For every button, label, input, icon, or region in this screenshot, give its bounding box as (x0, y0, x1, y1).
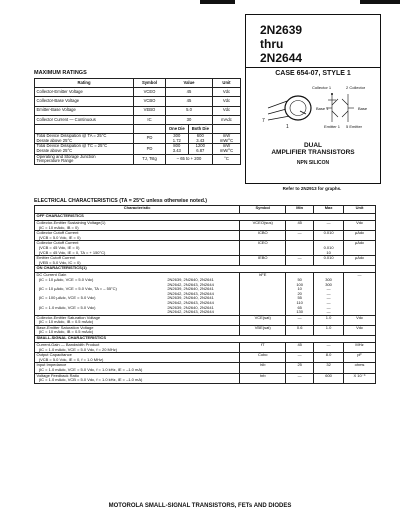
case-title: CASE 654-07, STYLE 1 (275, 70, 351, 77)
col-header-value: Value (166, 79, 213, 88)
col-header-rating: Rating (35, 79, 134, 88)
page-footer: MOTOROLA SMALL-SIGNAL TRANSISTORS, FETs AND DIODES (108, 503, 292, 509)
pin-label-collector-1: Collector 1 (312, 85, 332, 90)
pin-label-collector-2: 2 Collector (346, 85, 366, 90)
table-row (35, 266, 376, 273)
table-row: Input Impedance (IC = 1.0 mAdc, VCE = 5.0 Vdc, f = 1.0 kHz, IE = –1.0 mA) hib 25 32 ohms (35, 363, 376, 373)
table-row: Voltage Feedback Ratio (IC = 1.0 mAdc, VCB = 5.0 Vdc, f = 1.0 kHz, IE = –1.0 mA) hrb — 600 X 10⁻⁶ (35, 373, 376, 383)
table-row: Total Device Dissipation @ TC = 25°C Derate above 25°C PD 800 3.43 1200 6.87 mW mW/°C (35, 144, 241, 154)
electrical-characteristics-title: ELECTRICAL CHARACTERISTICS (TA = 25°C unless otherwise noted.) (34, 198, 208, 204)
part-number-end: 2N2644 (260, 51, 303, 65)
part-number-box (245, 14, 381, 68)
case-box (245, 66, 381, 184)
electrical-characteristics-table (34, 205, 376, 384)
pin-label-emitter-1: Emitter 1 (324, 124, 341, 129)
col-header-min: Min (286, 206, 314, 214)
table-row: Collector-Base Voltage VCBO 45 Vdc (35, 97, 241, 106)
table-row: Base-Emitter Saturation Voltage (IC = 10 mAdc, IB = 0.5 mAdc) VBE(sat) 0.6 1.0 Vdc (35, 325, 376, 335)
device-type-npn: NPN SILICON (296, 160, 330, 166)
section-off: OFF CHARACTERISTICS (35, 214, 376, 221)
device-type-amplifier: AMPLIFIER TRANSISTORS (271, 149, 355, 156)
table-row: Operating and Storage Junction Temperature Range TJ, Tstg – 65 to + 200 °C (35, 154, 241, 164)
section-small-signal: SMALL-SIGNAL CHARACTERISTICS (35, 336, 376, 343)
pin-number-7: 7 (262, 118, 265, 124)
table-row: Collector Cutoff Current (VCB = 5.0 Vdc, IE = 0) ICBO — 0.010 μAdc (35, 231, 376, 241)
max-ratings-title: MAXIMUM RATINGS (34, 70, 87, 76)
pin-label-base-1: Base 1 (316, 106, 329, 111)
col-header-characteristic: Characteristic (35, 206, 240, 214)
table-row: Current-Gain — Bandwidth Product (IC = 1.0 mAdc, VCE = 5.0 Vdc, f = 20 MHz) fT 45 — MHz (35, 343, 376, 353)
subhead-both-die: Both Die (188, 124, 212, 133)
table-row: DC Current Gain hFE — (35, 273, 376, 278)
section-on: ON CHARACTERISTICS(1) (35, 266, 376, 273)
table-row: Collector-Emitter Saturation Voltage (IC = 10 mAdc, IB = 0.5 mAdc) VCE(sat) — 1.0 Vdc (35, 315, 376, 325)
table-row: Total Device Dissipation @ TA = 25°C Derate above 25°C PD 300 1.72 600 3.43 mW mW/°C (35, 134, 241, 144)
max-ratings-table (34, 78, 241, 165)
pin-label-emitter-2: 5 Emitter (346, 124, 363, 129)
col-header-symbol: Symbol (134, 79, 166, 88)
table-row: Emitter-Base Voltage VEBO 5.0 Vdc (35, 106, 241, 115)
subhead-one-die: One Die (166, 124, 189, 133)
table-row: Collector Current — Continuous IC 30 mAdc (35, 115, 241, 124)
col-header-max: Max (314, 206, 344, 214)
table-row: Output Capacitance (VCB = 5.0 Vdc, IE = 0, f = 1.0 MHz) Cobo — 8.0 pF (35, 353, 376, 363)
pin-number-1: 1 (286, 124, 289, 130)
col-header-symbol: Symbol (240, 206, 286, 214)
part-number-start: 2N2639 (260, 23, 303, 37)
table-row (35, 79, 241, 88)
table-row: (IC = 1.0 mAdc, VCE = 5.0 Vdc) 2N2639, 2N2640, 2N2641 2N2642, 2N2643, 2N2644 65 130 — — (35, 306, 376, 316)
table-row (35, 206, 376, 214)
pin-label-base-2: Base (358, 106, 368, 111)
top-edge-marks (0, 0, 400, 6)
table-row: (IC = 10 μAdc, VCE = 5.0 Vdc, TA = – 55°C) 2N2639, 2N2640, 2N2641 2N2642, 2N2643, 2N2644 10 20 — — (35, 287, 376, 296)
table-row: Collector-Emitter Voltage VCEO 45 Vdc (35, 88, 241, 97)
table-row: (IC = 10 μAdc, VCE = 5.0 Vdc) 2N2639, 2N2640, 2N2641 2N2642, 2N2643, 2N2644 50 100 300 300 (35, 278, 376, 287)
table-row: Emitter Cutoff Current (VEB = 5.0 Vdc, IC = 0) IEBO — 0.010 μAdc (35, 256, 376, 266)
table-row: (IC = 100 μAdc, VCE = 5.0 Vdc) 2N2639, 2N2640, 2N2641 2N2642, 2N2643, 2N2644 55 110 — — (35, 296, 376, 305)
col-header-unit: Unit (344, 206, 376, 214)
part-number-thru: thru (260, 37, 284, 51)
col-header-unit: Unit (213, 79, 241, 88)
table-row: Collector Cutoff Current (VCB = 45 Vdc, IE = 0) (VCB = 45 Vdc, IE = 0, TA = + 150°C) ICEO 0.010 10 μAdc (35, 241, 376, 256)
table-row: Collector-Emitter Sustaining Voltage(1) (IC = 10 mAdc, IB = 0) VCEO(sus) 45 — Vdc (35, 221, 376, 231)
device-type-dual: DUAL (303, 142, 323, 149)
refer-note: Refer to 2N2913 for graphs. (282, 186, 342, 191)
